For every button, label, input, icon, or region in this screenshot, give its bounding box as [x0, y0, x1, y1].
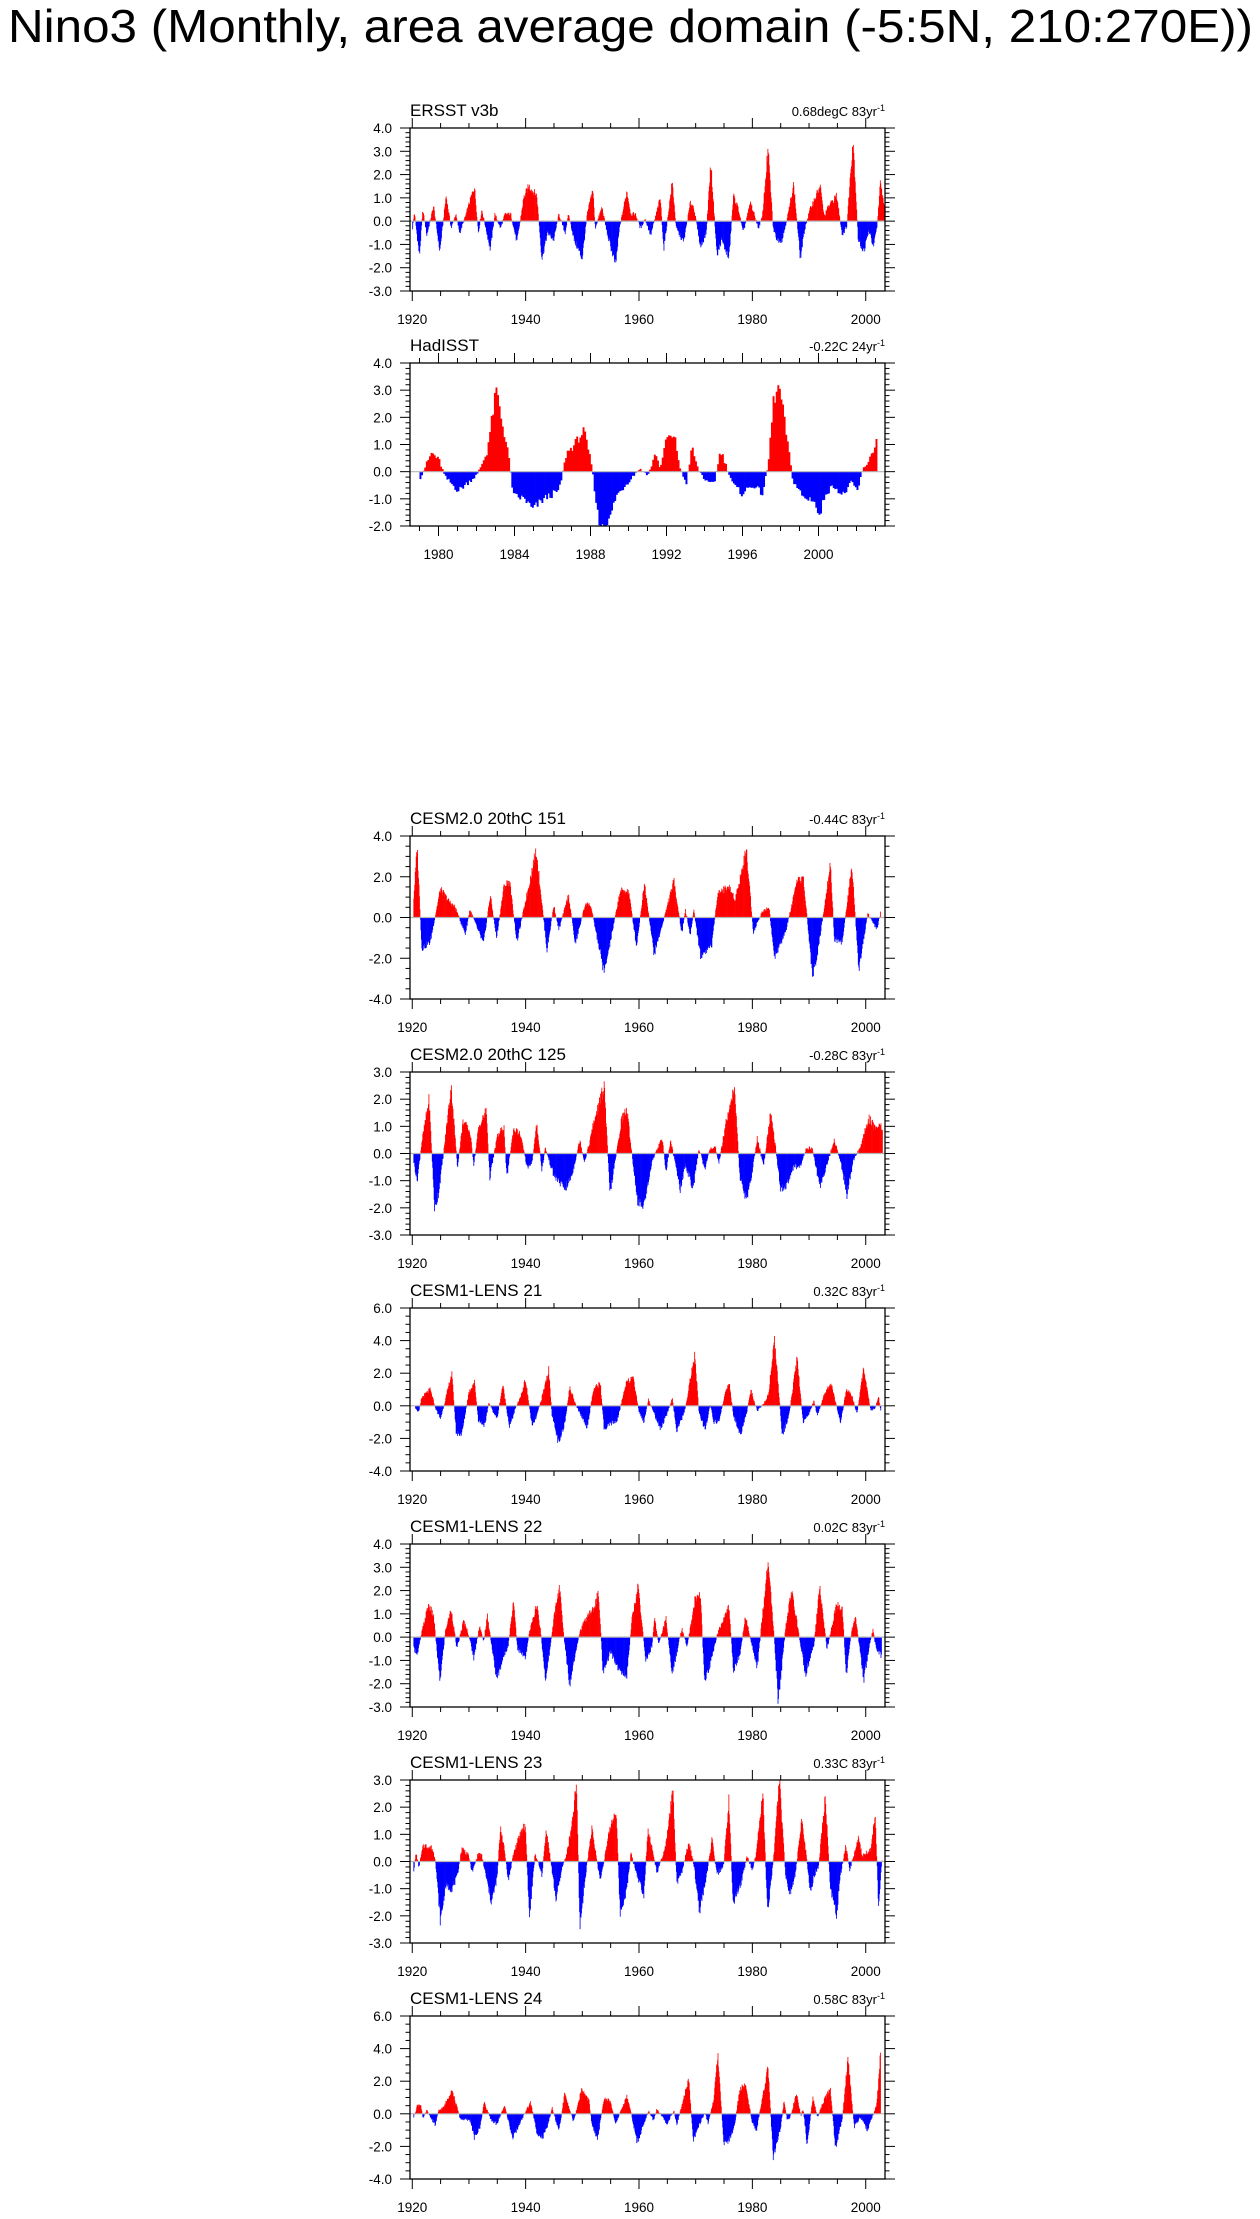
x-tick-label: 1940: [510, 312, 541, 327]
bar-negative: [420, 1154, 421, 1160]
bars: [415, 1336, 881, 1443]
x-tick-label: 1992: [651, 547, 682, 562]
y-tick-label: 4.0: [373, 829, 392, 844]
x-axis: [397, 118, 881, 327]
bar-negative: [620, 1406, 621, 1410]
panel-title: CESM2.0 20thC 125: [410, 1045, 566, 1064]
x-tick-label: 1920: [397, 312, 428, 327]
y-tick-label: 4.0: [373, 121, 392, 136]
y-tick-label: 0.0: [373, 464, 392, 480]
panel-cesm1-lens-21: [369, 1281, 895, 1507]
panel-title: CESM1-LENS 21: [410, 1281, 543, 1300]
x-tick-label: 1960: [623, 1256, 655, 1271]
bar-positive: [855, 912, 856, 918]
panel-ersst-v3b: [369, 101, 895, 327]
bar-positive: [714, 216, 715, 221]
bar-positive: [856, 210, 857, 222]
y-tick-label: 3.0: [373, 383, 392, 399]
x-tick-label: 1988: [575, 547, 606, 562]
bars: [420, 385, 878, 526]
panel-title: CESM1-LENS 22: [410, 1517, 543, 1536]
panel-cesm1-lens-22: [369, 1517, 895, 1743]
y-tick-label: 1.0: [373, 437, 392, 453]
y-tick-label: 1.0: [373, 190, 392, 206]
bar-negative: [846, 221, 847, 227]
bar-positive: [594, 217, 595, 221]
y-tick-label: -2.0: [368, 260, 392, 276]
bar-positive: [571, 913, 572, 918]
bar-negative: [860, 472, 862, 477]
bar-positive: [806, 913, 807, 917]
trend-exponent: -1: [876, 1047, 885, 1057]
bar-negative: [759, 221, 760, 225]
bar-positive: [607, 1145, 608, 1153]
x-tick-label: 1984: [499, 547, 530, 562]
x-tick-label: 2000: [850, 1020, 881, 1035]
y-tick-label: 2.0: [373, 167, 392, 183]
x-tick-label: 1940: [510, 1492, 541, 1507]
bar-negative: [666, 221, 667, 226]
panel-title: CESM2.0 20thC 151: [410, 809, 566, 828]
x-tick-label: 1940: [510, 1256, 541, 1271]
bar-positive: [435, 1630, 436, 1637]
y-tick-label: 2.0: [373, 1092, 392, 1108]
bar-positive: [661, 216, 662, 221]
y-tick-label: 0.0: [373, 1398, 392, 1414]
bar-negative: [566, 221, 567, 225]
bar-positive: [697, 466, 699, 471]
y-tick-label: 1.0: [373, 1119, 392, 1135]
x-tick-label: 1960: [623, 1020, 655, 1035]
trend-value: 0.68degC 83yr: [791, 104, 877, 119]
x-tick-label: 2000: [850, 1256, 881, 1271]
bar-positive: [453, 1400, 454, 1405]
bar-positive: [698, 1397, 699, 1406]
bar-positive: [508, 458, 510, 472]
y-tick-label: 2.0: [373, 1366, 392, 1382]
y-tick-label: 2.0: [373, 410, 392, 426]
trend-label: [809, 811, 885, 827]
y-tick-label: 6.0: [373, 1301, 392, 1316]
bar-negative: [421, 221, 422, 225]
y-tick-label: -1.0: [368, 1173, 392, 1189]
bar-negative: [765, 472, 767, 476]
panels: [369, 101, 895, 2215]
panel-cesm2-0-20thc-125: [369, 1045, 895, 1271]
y-tick-label: -2.0: [368, 951, 392, 967]
x-tick-label: 2000: [850, 312, 881, 327]
figure-title: Nino3 (Monthly, area average domain (-5:5N, 210:270E)): [8, 0, 1253, 52]
trend-value: -0.28C 83yr: [809, 1048, 877, 1063]
bars: [413, 1562, 881, 1703]
x-tick-label: 1940: [510, 1020, 541, 1035]
panel-title: HadISST: [410, 336, 479, 355]
x-tick-label: 1960: [623, 312, 655, 327]
bar-positive: [832, 908, 833, 918]
bar-negative: [877, 221, 878, 227]
y-tick-label: 4.0: [373, 1333, 392, 1349]
y-tick-label: -2.0: [368, 1200, 392, 1216]
bar-negative: [714, 472, 716, 482]
bar-positive: [790, 465, 792, 471]
x-tick-label: 1996: [727, 547, 758, 562]
x-tick-label: 1920: [397, 1256, 428, 1271]
y-tick-label: 4.0: [373, 356, 392, 371]
bar-positive: [772, 211, 773, 221]
x-tick-label: 2000: [850, 1492, 881, 1507]
bars: [413, 849, 881, 977]
y-tick-label: -1.0: [368, 491, 392, 507]
bar-positive: [725, 464, 727, 472]
x-tick-label: 1960: [623, 1492, 655, 1507]
bar-positive: [415, 216, 416, 221]
y-tick-label: 2.0: [373, 869, 392, 885]
trend-exponent: -1: [876, 338, 885, 348]
bar-negative: [639, 918, 640, 923]
bar-negative: [697, 1154, 698, 1159]
x-tick-label: 1920: [397, 1020, 428, 1035]
trend-label: [792, 103, 885, 119]
y-tick-label: -3.0: [368, 284, 392, 299]
trend-value: 0.32C 83yr: [813, 1284, 877, 1299]
bar-positive: [672, 1149, 673, 1153]
y-tick-label: -4.0: [368, 992, 392, 1007]
y-tick-label: -2.0: [368, 519, 392, 534]
panel-title: ERSST v3b: [410, 101, 499, 120]
panel-cesm2-0-20thc-151: [369, 809, 895, 1035]
bar-positive: [488, 1144, 489, 1154]
bar-negative: [443, 1154, 444, 1159]
trend-label: [813, 1519, 885, 1535]
x-tick-label: 1980: [737, 1020, 768, 1035]
x-tick-label: 1980: [737, 1492, 768, 1507]
bar-positive: [591, 464, 593, 471]
panel-hadisst: [369, 336, 895, 562]
y-tick-label: -2.0: [368, 1431, 392, 1447]
bar-negative: [686, 472, 688, 485]
bar-negative: [498, 1406, 499, 1410]
trend-value: -0.44C 83yr: [809, 812, 877, 827]
bar-positive: [538, 214, 539, 221]
trend-value: 0.02C 83yr: [813, 1520, 877, 1535]
trend-exponent: -1: [876, 103, 885, 113]
trend-label: [809, 1047, 885, 1063]
y-tick-label: 3.0: [373, 144, 392, 160]
trend-exponent: -1: [876, 811, 885, 821]
bar-positive: [420, 909, 421, 917]
bars: [412, 145, 884, 263]
y-tick-label: -3.0: [368, 1228, 392, 1243]
trend-label: [809, 338, 885, 354]
x-tick-label: 2000: [803, 547, 834, 562]
x-tick-label: 1980: [737, 312, 768, 327]
plot-frame: [410, 1308, 885, 1471]
bar-negative: [880, 1406, 881, 1411]
trend-exponent: -1: [876, 1519, 885, 1529]
y-tick-label: -4.0: [368, 1464, 392, 1479]
y-tick-label: 0.0: [373, 910, 392, 926]
bar-positive: [472, 1148, 473, 1154]
y-tick-label: 0.0: [373, 1146, 392, 1162]
bar-positive: [424, 215, 425, 221]
bar-positive: [876, 439, 878, 472]
bar-negative: [458, 1154, 459, 1159]
bar-positive: [882, 1130, 883, 1153]
y-tick-label: 0.0: [373, 214, 392, 230]
trend-value: -0.22C 24yr: [809, 339, 877, 354]
bars: [413, 1081, 882, 1211]
bar-positive: [449, 216, 450, 222]
bar-positive: [476, 1402, 477, 1406]
x-tick-label: 1920: [397, 1492, 428, 1507]
y-tick-label: 3.0: [373, 1065, 392, 1080]
x-tick-label: 1980: [737, 1256, 768, 1271]
bar-negative: [443, 221, 444, 225]
trend-exponent: -1: [876, 1283, 885, 1293]
bar-negative: [560, 472, 562, 481]
x-tick-label: 1980: [423, 547, 454, 562]
trend-label: [813, 1283, 885, 1299]
bar-positive: [880, 912, 881, 918]
y-tick-label: -1.0: [368, 237, 392, 253]
bar-negative: [857, 1406, 858, 1410]
